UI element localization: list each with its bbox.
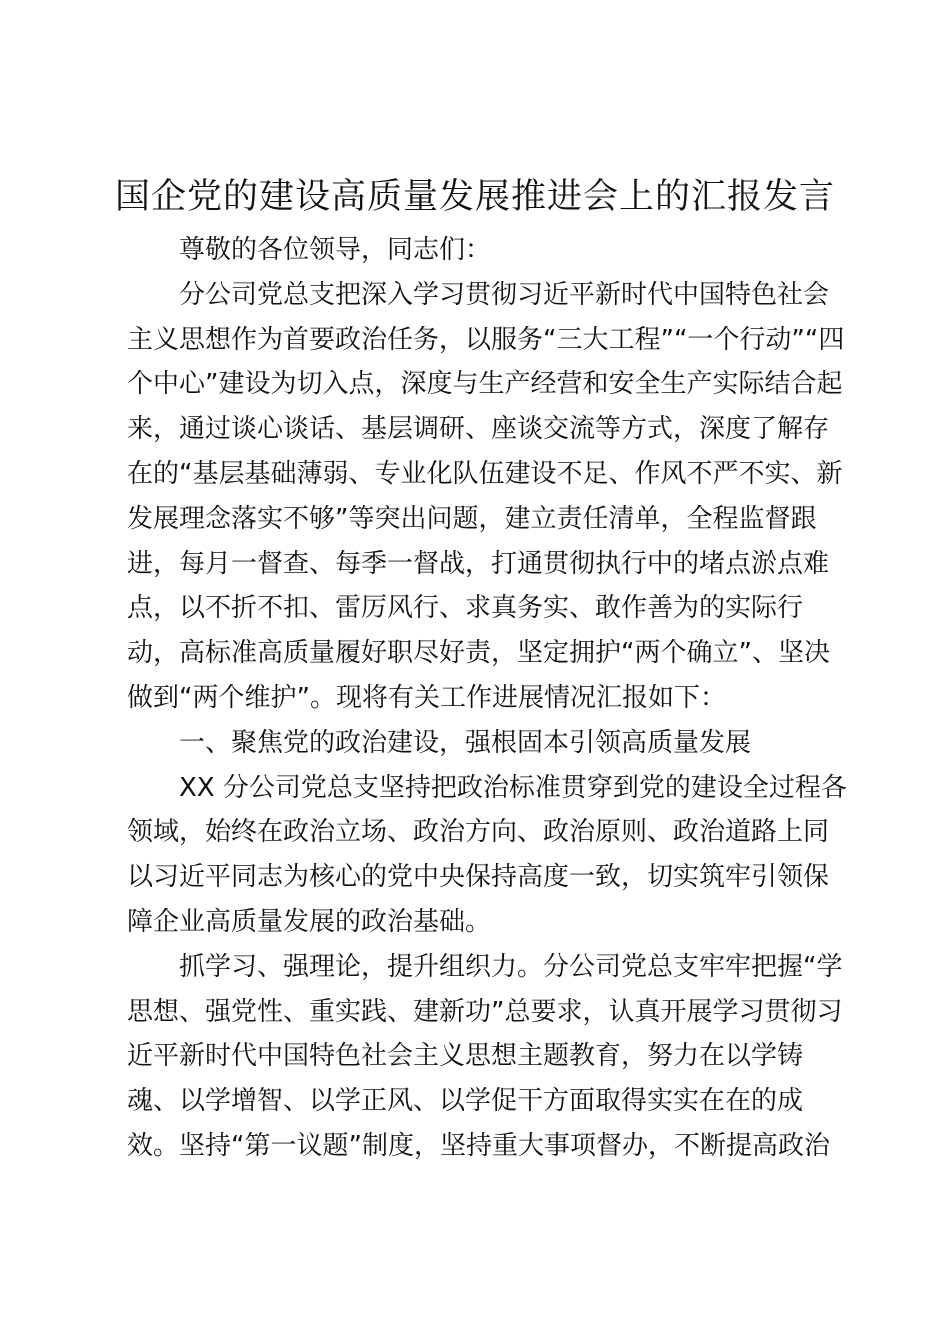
salutation-line: 尊敬的各位领导，同志们： — [179, 235, 492, 265]
paragraph-line: XX 分公司党总支坚持把政治标准贯穿到党的建设全过程各 — [179, 772, 847, 803]
paragraph-line: 做到“两个维护”。现将有关工作进展情况汇报如下： — [127, 682, 726, 713]
paragraph-line: 以习近平同志为核心的党中央保持高度一致，切实筑牢引领保 — [127, 862, 830, 893]
paragraph-line: 个中心”建设为切入点，深度与生产经营和安全生产实际结合起 — [127, 369, 843, 400]
paragraph-line: 效。坚持“第一议题”制度，坚持重大事项督办，不断提高政治 — [127, 1130, 830, 1161]
paragraph-line: 点，以不折不扣、雷厉风行、求真务实、敢作善为的实际行 — [127, 593, 804, 624]
paragraph-line: 领域，始终在政治立场、政治方向、政治原则、政治道路上同 — [127, 817, 830, 848]
paragraph-line: 分公司党总支把深入学习贯彻习近平新时代中国特色社会 — [179, 279, 830, 310]
paragraph-line: 动，高标准高质量履好职尽好责，坚定拥护“两个确立”、坚决 — [127, 638, 830, 669]
section-heading: 一、聚焦党的政治建设，强根固本引领高质量发展 — [179, 727, 752, 758]
paragraph-line: 主义思想作为首要政治任务，以服务“三大工程”“一个行动”“四 — [127, 324, 845, 355]
paragraph-line: 发展理念落实不够”等突出问题，建立责任清单，全程监督跟 — [127, 503, 817, 534]
paragraph-line: 进，每月一督查、每季一督战，打通贯彻执行中的堵点淤点难 — [127, 548, 830, 579]
paragraph-line: 思想、强党性、重实践、建新功”总要求，认真开展学习贯彻习 — [127, 996, 843, 1027]
document-body — [127, 228, 847, 1169]
paragraph-line: 在的“基层基础薄弱、专业化队伍建设不足、作风不严不实、新 — [127, 458, 843, 489]
document-title: 国企党的建设高质量发展推进会上的汇报发言 — [114, 177, 835, 217]
paragraph-line: 抓学习、强理论，提升组织力。分公司党总支牢牢把握“学 — [179, 951, 843, 982]
paragraph-line: 障企业高质量发展的政治基础。 — [127, 906, 492, 937]
paragraph-line: 近平新时代中国特色社会主义思想主题教育，努力在以学铸 — [127, 1041, 804, 1072]
paragraph-line: 魂、以学增智、以学正风、以学促干方面取得实实在在的成 — [127, 1086, 804, 1117]
paragraph-line: 来，通过谈心谈话、基层调研、座谈交流等方式，深度了解存 — [127, 414, 830, 445]
